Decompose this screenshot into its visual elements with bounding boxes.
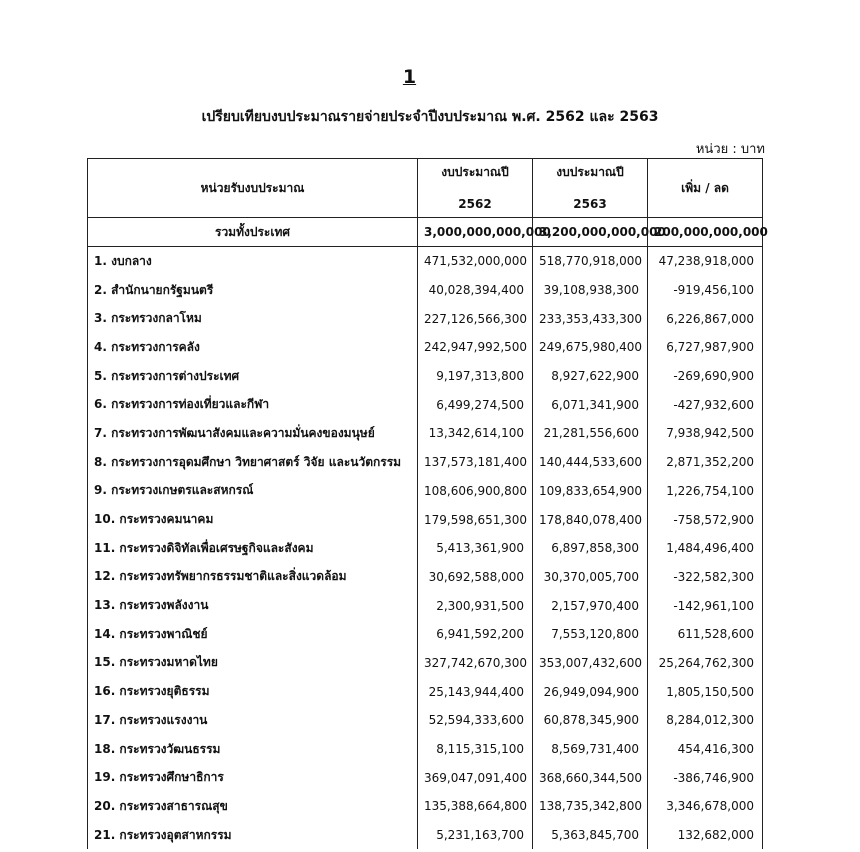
row-budget-2562: 6,499,274,500: [418, 390, 533, 419]
row-budget-2563: 138,735,342,800: [533, 792, 648, 821]
row-budget-2562: 52,594,333,600: [418, 706, 533, 735]
total-2562: 3,000,000,000,000: [418, 218, 533, 247]
total-2563: 3,200,000,000,000: [533, 218, 648, 247]
row-budget-2563: 368,660,344,500: [533, 763, 648, 792]
row-change: 454,416,300: [648, 735, 763, 764]
total-change: 200,000,000,000: [648, 218, 763, 247]
table-row: [88, 276, 763, 305]
row-agency-name: 3. กระทรวงกลาโหม: [88, 304, 418, 333]
row-change: -386,746,900: [648, 763, 763, 792]
row-budget-2562: 25,143,944,400: [418, 677, 533, 706]
row-budget-2563: 26,949,094,900: [533, 677, 648, 706]
row-agency-name: 16. กระทรวงยุติธรรม: [88, 677, 418, 706]
row-agency-name: 4. กระทรวงการคลัง: [88, 333, 418, 362]
row-agency-name: 19. กระทรวงศึกษาธิการ: [88, 763, 418, 792]
row-agency-name: 20. กระทรวงสาธารณสุข: [88, 792, 418, 821]
table-row: [88, 563, 763, 592]
row-change: 25,264,762,300: [648, 649, 763, 678]
row-budget-2562: 242,947,992,500: [418, 333, 533, 362]
row-agency-name: 9. กระทรวงเกษตรและสหกรณ์: [88, 477, 418, 506]
table-row: [88, 677, 763, 706]
row-agency-name: 5. กระทรวงการต่างประเทศ: [88, 362, 418, 391]
row-change: -142,961,100: [648, 591, 763, 620]
row-change: 1,484,496,400: [648, 534, 763, 563]
header-change: [648, 159, 763, 218]
row-budget-2562: 5,413,361,900: [418, 534, 533, 563]
row-change: -322,582,300: [648, 563, 763, 592]
row-agency-name: 15. กระทรวงมหาดไทย: [88, 649, 418, 678]
total-row: [88, 218, 763, 247]
row-change: 6,727,987,900: [648, 333, 763, 362]
row-change: 47,238,918,000: [648, 247, 763, 276]
table-row: [88, 591, 763, 620]
row-change: 1,226,754,100: [648, 477, 763, 506]
table-row: [88, 706, 763, 735]
row-budget-2563: 60,878,345,900: [533, 706, 648, 735]
header-budget-2563: [533, 159, 648, 218]
table-row: [88, 448, 763, 477]
row-agency-name: 1. งบกลาง: [88, 247, 418, 276]
header-budget-2563-line2: 2563: [573, 197, 607, 211]
header-budget-2562: [418, 159, 533, 218]
row-change: 3,346,678,000: [648, 792, 763, 821]
row-agency-name: 13. กระทรวงพลังงาน: [88, 591, 418, 620]
row-agency-name: 6. กระทรวงการท่องเที่ยวและกีฬา: [88, 390, 418, 419]
row-budget-2562: 369,047,091,400: [418, 763, 533, 792]
row-budget-2563: 518,770,918,000: [533, 247, 648, 276]
page-number: 1: [402, 66, 417, 88]
row-agency-name: 7. กระทรวงการพัฒนาสังคมและความมั่นคงของมนุษย์: [88, 419, 418, 448]
row-budget-2563: 30,370,005,700: [533, 563, 648, 592]
row-change: 2,871,352,200: [648, 448, 763, 477]
row-change: 611,528,600: [648, 620, 763, 649]
table-row: [88, 763, 763, 792]
table-row: [88, 362, 763, 391]
table-row: [88, 390, 763, 419]
row-change: -269,690,900: [648, 362, 763, 391]
row-budget-2563: 249,675,980,400: [533, 333, 648, 362]
row-budget-2562: 471,532,000,000: [418, 247, 533, 276]
row-change: -758,572,900: [648, 505, 763, 534]
row-agency-name: 11. กระทรวงดิจิทัลเพื่อเศรษฐกิจและสังคม: [88, 534, 418, 563]
table-header-row: [88, 159, 763, 218]
table-row: [88, 792, 763, 821]
row-agency-name: 21. กระทรวงอุตสาหกรรม: [88, 821, 418, 850]
row-budget-2562: 8,115,315,100: [418, 735, 533, 764]
row-budget-2562: 137,573,181,400: [418, 448, 533, 477]
row-budget-2562: 5,231,163,700: [418, 821, 533, 850]
row-change: -427,932,600: [648, 390, 763, 419]
row-change: 6,226,867,000: [648, 304, 763, 333]
header-agency-label: หน่วยรับงบประมาณ: [200, 180, 305, 195]
table-row: [88, 505, 763, 534]
row-agency-name: 17. กระทรวงแรงงาน: [88, 706, 418, 735]
row-budget-2563: 178,840,078,400: [533, 505, 648, 534]
table-row: [88, 821, 763, 850]
row-budget-2562: 227,126,566,300: [418, 304, 533, 333]
row-budget-2562: 6,941,592,200: [418, 620, 533, 649]
row-change: 7,938,942,500: [648, 419, 763, 448]
row-agency-name: 12. กระทรวงทรัพยากรธรรมชาติและสิ่งแวดล้อม: [88, 563, 418, 592]
table-row: [88, 649, 763, 678]
row-change: -919,456,100: [648, 276, 763, 305]
table-row: [88, 304, 763, 333]
row-agency-name: 18. กระทรวงวัฒนธรรม: [88, 735, 418, 764]
row-budget-2563: 109,833,654,900: [533, 477, 648, 506]
row-budget-2563: 2,157,970,400: [533, 591, 648, 620]
row-budget-2563: 8,927,622,900: [533, 362, 648, 391]
row-change: 1,805,150,500: [648, 677, 763, 706]
row-budget-2562: 179,598,651,300: [418, 505, 533, 534]
table-row: [88, 620, 763, 649]
row-agency-name: 2. สำนักนายกรัฐมนตรี: [88, 276, 418, 305]
row-budget-2562: 135,388,664,800: [418, 792, 533, 821]
total-name: รวมทั้งประเทศ: [88, 218, 418, 247]
row-budget-2563: 8,569,731,400: [533, 735, 648, 764]
header-change-label: เพิ่ม / ลด: [681, 180, 729, 195]
row-budget-2563: 353,007,432,600: [533, 649, 648, 678]
header-budget-2562-line2: 2562: [458, 197, 492, 211]
row-budget-2563: 39,108,938,300: [533, 276, 648, 305]
budget-comparison-table: [87, 158, 768, 849]
row-budget-2562: 40,028,394,400: [418, 276, 533, 305]
row-budget-2562: 13,342,614,100: [418, 419, 533, 448]
row-budget-2563: 6,071,341,900: [533, 390, 648, 419]
row-agency-name: 8. กระทรวงการอุดมศึกษา วิทยาศาสตร์ วิจัย และนวัตกรรม: [88, 448, 418, 477]
row-budget-2562: 30,692,588,000: [418, 563, 533, 592]
table-row: [88, 333, 763, 362]
row-change: 132,682,000: [648, 821, 763, 850]
header-budget-2562-line1: งบประมาณปี: [441, 165, 509, 179]
table-row: [88, 419, 763, 448]
row-budget-2563: 21,281,556,600: [533, 419, 648, 448]
row-budget-2562: 108,606,900,800: [418, 477, 533, 506]
document-title: เปรียบเทียบงบประมาณรายจ่ายประจำปีงบประมาณ พ.ศ. 2562 และ 2563: [201, 109, 659, 125]
row-agency-name: 14. กระทรวงพาณิชย์: [88, 620, 418, 649]
row-change: 8,284,012,300: [648, 706, 763, 735]
row-budget-2562: 9,197,313,800: [418, 362, 533, 391]
table-row: [88, 477, 763, 506]
row-budget-2563: 233,353,433,300: [533, 304, 648, 333]
row-budget-2563: 7,553,120,800: [533, 620, 648, 649]
row-agency-name: 10. กระทรวงคมนาคม: [88, 505, 418, 534]
unit-label: หน่วย : บาท: [695, 142, 765, 157]
row-budget-2563: 5,363,845,700: [533, 821, 648, 850]
row-budget-2562: 327,742,670,300: [418, 649, 533, 678]
row-budget-2562: 2,300,931,500: [418, 591, 533, 620]
table-row: [88, 247, 763, 276]
header-agency: [88, 159, 418, 218]
table-row: [88, 534, 763, 563]
row-budget-2563: 6,897,858,300: [533, 534, 648, 563]
table-row: [88, 735, 763, 764]
row-budget-2563: 140,444,533,600: [533, 448, 648, 477]
header-budget-2563-line1: งบประมาณปี: [556, 165, 624, 179]
